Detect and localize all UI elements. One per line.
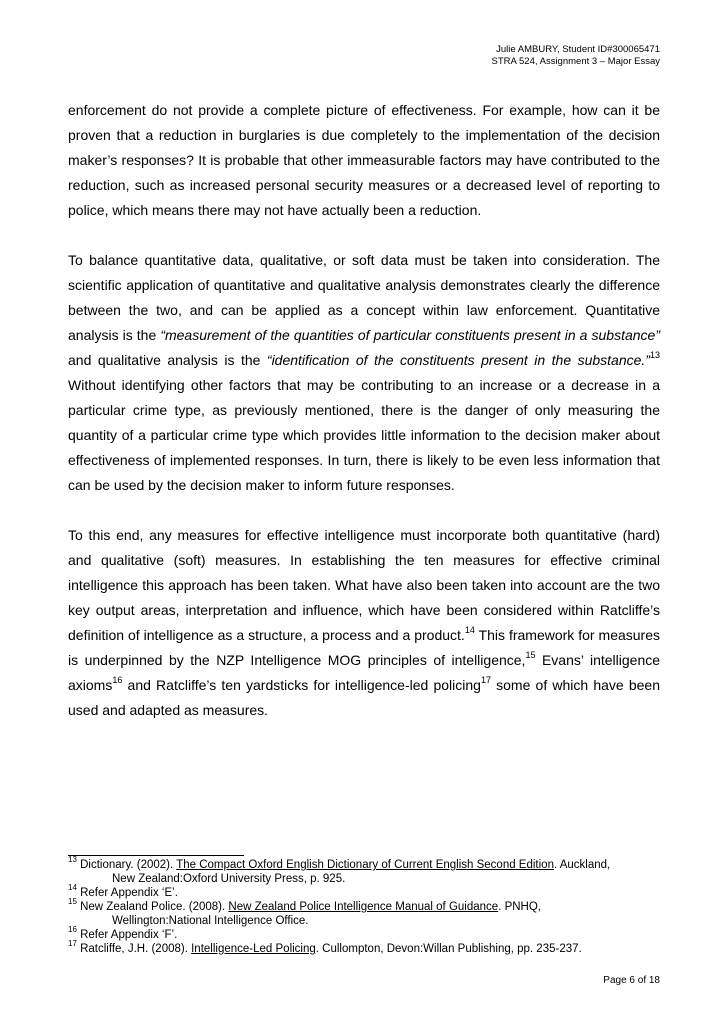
page-number: Page 6 of 18 [603,975,660,986]
footnote-17: $^{17}$ Ratcliffe, J.H. (2008). Intelligence-Led Policing. Cullompton, Devon:Willan Publishing, pp. 235-237. [68,939,582,955]
paragraph-1: enforcement do not provide a complete picture of effectiveness. For example, how can it be proven that a reduction in burglaries is due completely to the implementation of the decision maker’s responses? It is probable that other immeasurable factors may have contributed to the reduction, such as increased personal security measures or a decreased level of reporting to police, which means there may not have actually been a reduction. [68,102,660,218]
footnote-ref-14[interactable]: 14 [464,625,475,636]
paragraph-2: To balance quantitative data, qualitative, or soft data must be taken into consideration. The scientific application of quantitative and qualitative analysis demonstrates clearly the difference between the two, and can be applied as a concept within law enforcement. Quantitative analysis is the “measurement of the quantities of particular constituents present in a substance” and qualitative analysis is the “identification of the constituents present in the substance.”$^{13}$ Without identifying other factors that may be contributing to an increase or a decrease in a particular crime type, as previously mentioned, there is the danger of only measuring the quantity of a particular crime type which provides little information to the decision maker about effectiveness of implemented responses. In turn, there is likely to be even less information that can be used by the decision maker to inform future responses. [68,252,660,493]
quote-qualitative: “identification of the constituents present in the substance [266,352,642,368]
footnote-separator [68,855,244,856]
footnote-title: The Compact Oxford English Dictionary of Current English Second Edition [176,859,554,871]
paragraph-3: To this end, any measures for effective intelligence must incorporate both quantitative (hard) and qualitative (soft) measures. In establishing the ten measures for effective criminal intelligence this approach has been taken. What have also been taken into account are the two key output areas, interpretation and influence, which have been considered within Ratcliffe’s definition of intelligence as a structure, a process and a product.$^{14}$ This framework for measures is underpinned by the NZP Intelligence MOG principles of intelligence,$^{15}$ Evans’ intelligence axioms$^{16}$ and Ratcliffe’s ten yardsticks for intelligence-led policing$^{17}$ some of which have been used and adapted as measures. [68,527,661,718]
footnotes [68,855,662,956]
header-course-line: STRA 524, Assignment 3 – Major Essay [491,56,660,67]
footnote-ref-17[interactable]: 17 [480,675,491,686]
footnote-14: $^{14}$ Refer Appendix ‘E’. [68,883,178,899]
footnote-ref-13[interactable]: 13 [649,350,660,361]
footnote-16: $^{16}$ Refer Appendix ‘F’. [68,925,178,941]
essay-body [68,98,660,748]
footnote-title: Intelligence-Led Policing [191,943,316,955]
running-header [492,44,660,68]
footnote-15: $^{15}$ New Zealand Police. (2008). New Zealand Police Intelligence Manual of Guidance. PNHQ, Wellington:National Intelligence Office. [68,897,541,927]
footnote-ref-15[interactable]: 15 [525,650,536,661]
footnote-ref-16[interactable]: 16 [112,675,123,686]
header-author-line: Julie AMBURY, Student ID#300065471 [496,44,660,55]
footnote-title: New Zealand Police Intelligence Manual of Guidance [228,901,499,913]
quote-quantitative: “measurement of the quantities of particular constituents present in a substance” [160,327,660,343]
footnote-13: $^{13}$ Dictionary. (2002). The Compact Oxford English Dictionary of Current English Second Edition. Auckland, New Zealand:Oxford University Press, p. 925. [68,855,611,885]
